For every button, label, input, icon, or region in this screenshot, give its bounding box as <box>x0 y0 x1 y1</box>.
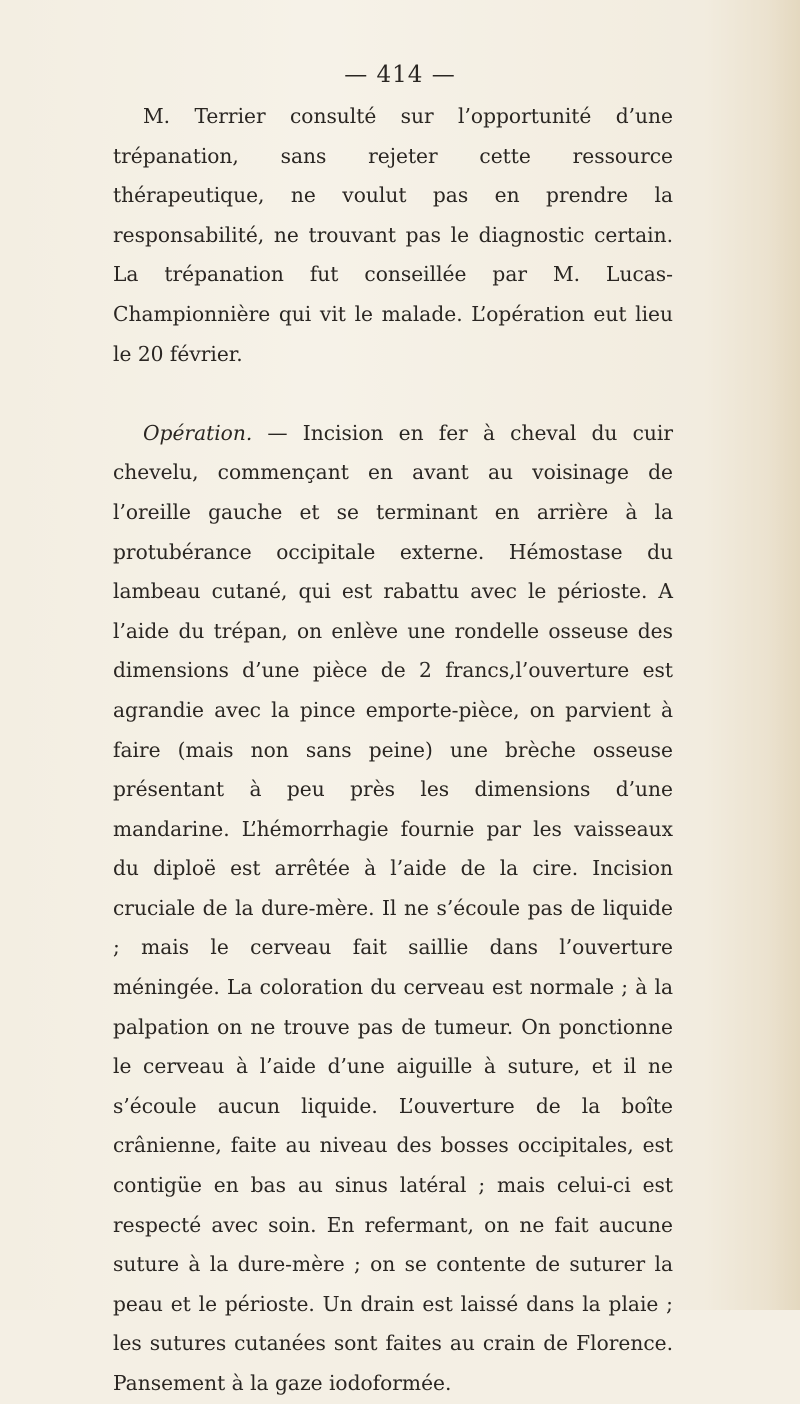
body-text <box>113 97 673 1404</box>
operation-heading: Opération. <box>143 420 253 445</box>
paragraph-operation <box>113 414 673 1404</box>
operation-text: — Incision en fer à cheval du cuir chevelu, commençant en avant au voisinage de l’oreille gauche et se terminant en arrière à la protubérance occipitale externe. Hémostase du lambeau cutané, qui est rabattu avec le périoste. A l’aide du trépan, on enlève une rondelle osseuse des dimensions d’une pièce de 2 francs,l’ouverture est agrandie avec la pince emporte-pièce, on parvient à faire (mais non sans peine) une brèche osseuse présentant à peu près les dimensions d’une mandarine. L’hémorrhagie fournie par les vaisseaux du diploë est arrêtée à l’aide de la cire. Incision cruciale de la dure-mère. Il ne s’écoule pas de liquide ; mais le cerveau fait saillie dans l’ouverture méningée. La coloration du cerveau est normale ; à la palpation on ne trouve pas de tumeur. On ponctionne le cerveau à l’aide d’une aiguille à suture, et il ne s’écoule aucun liquide. L’ouverture de la boîte crânienne, faite au niveau des bosses occipitales, est contigüe en bas au sinus latéral ; mais celui-ci est respecté avec soin. En refermant, on ne fait aucune suture à la dure-mère ; on se contente de suturer la peau et le périoste. Un drain est laissé dans la plaie ; les sutures cutanées sont faites au crain de Florence. Pansement à la gaze iodoformée. <box>113 420 673 1395</box>
paragraph-consultation: M. Terrier consulté sur l’opportunité d’une trépanation, sans rejeter cette ressource thérapeutique, ne voulut pas en prendre la responsabilité, ne trouvant pas le diagnostic certain. La trépanation fut conseillée par M. Lucas-Championnière qui vit le malade. L’opération eut lieu le 20 février. <box>113 104 673 366</box>
page-number: — 414 — <box>344 62 456 88</box>
